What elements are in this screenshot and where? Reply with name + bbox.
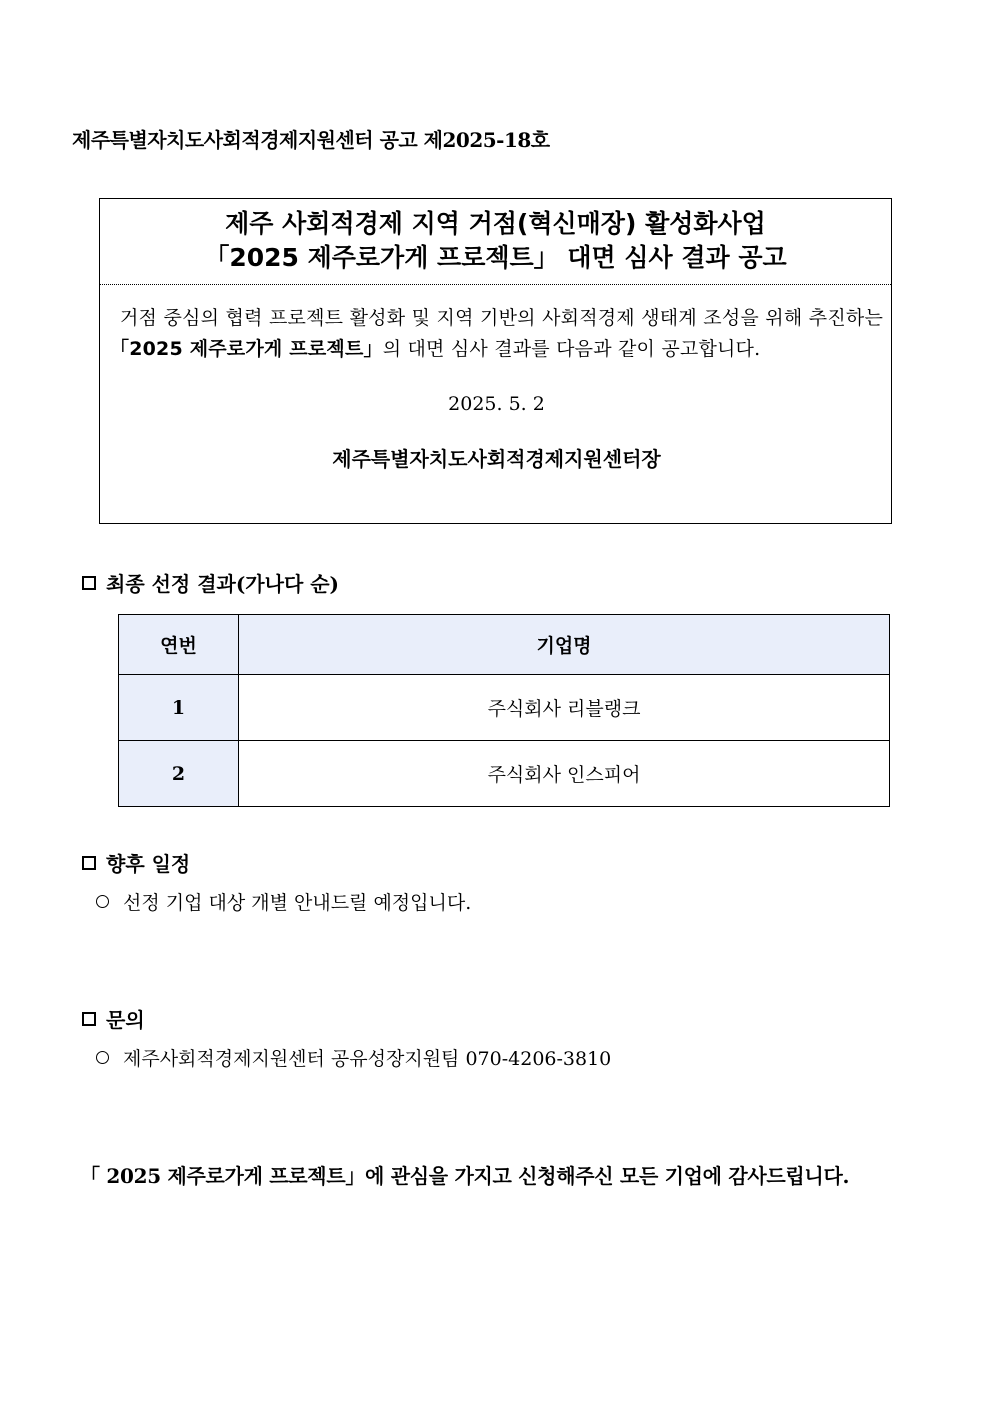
checkbox-icon — [82, 1012, 96, 1026]
results-heading — [82, 568, 339, 597]
inquiry-item-text: 제주사회적경제지원센터 공유성장지원팀 070-4206-3810 — [123, 1048, 612, 1070]
announcement-date: 2025. 5. 2 — [448, 393, 545, 415]
checkbox-icon — [82, 856, 96, 870]
table-row — [119, 675, 890, 741]
checkbox-icon — [82, 576, 96, 590]
announcement-paragraph — [110, 303, 883, 365]
table-row — [119, 741, 890, 807]
notice-number: 제주특별자치도사회적경제지원센터 공고 제2025-18호 — [72, 128, 550, 152]
schedule-heading — [82, 848, 190, 877]
results-table — [118, 614, 890, 807]
inquiry-item — [96, 1044, 611, 1071]
body-text-before: 거점 중심의 협력 프로젝트 활성화 및 지역 기반의 사회적경제 생태계 조성을 위해 추진하는 — [120, 307, 883, 329]
body-project-name: 「2025 제주로가게 프로젝트」 — [110, 338, 383, 360]
title-line-2: 「2025 제주로가게 프로젝트」 대면 심사 결과 공고 — [204, 243, 787, 272]
schedule-heading-text: 향후 일정 — [106, 852, 191, 876]
circle-bullet-icon — [96, 895, 109, 908]
header-number: 연번 — [119, 615, 239, 675]
body-text-after: 의 대면 심사 결과를 다음과 같이 공고합니다. — [382, 338, 761, 360]
title-line-1: 제주 사회적경제 지역 거점(혁신매장) 활성화사업 — [225, 209, 766, 238]
row-company: 주식회사 리블랭크 — [239, 675, 890, 741]
announcement-title — [100, 199, 891, 285]
inquiry-heading-text: 문의 — [106, 1008, 145, 1032]
results-heading-text: 최종 선정 결과(가나다 순) — [106, 572, 340, 596]
circle-bullet-icon — [96, 1051, 109, 1064]
inquiry-heading — [82, 1004, 145, 1033]
closing-message: 「 2025 제주로가게 프로젝트」에 관심을 가지고 신청해주신 모든 기업에 감사드립니다. — [80, 1164, 850, 1188]
table-header-row — [119, 615, 890, 675]
header-company: 기업명 — [239, 615, 890, 675]
row-number: 1 — [119, 675, 239, 741]
schedule-item — [96, 888, 471, 915]
announcement-box — [99, 198, 892, 524]
row-number: 2 — [119, 741, 239, 807]
announcement-issuer: 제주특별자치도사회적경제지원센터장 — [332, 447, 661, 471]
announcement-body — [100, 285, 891, 475]
row-company: 주식회사 인스피어 — [239, 741, 890, 807]
schedule-item-text: 선정 기업 대상 개별 안내드릴 예정입니다. — [123, 892, 472, 914]
